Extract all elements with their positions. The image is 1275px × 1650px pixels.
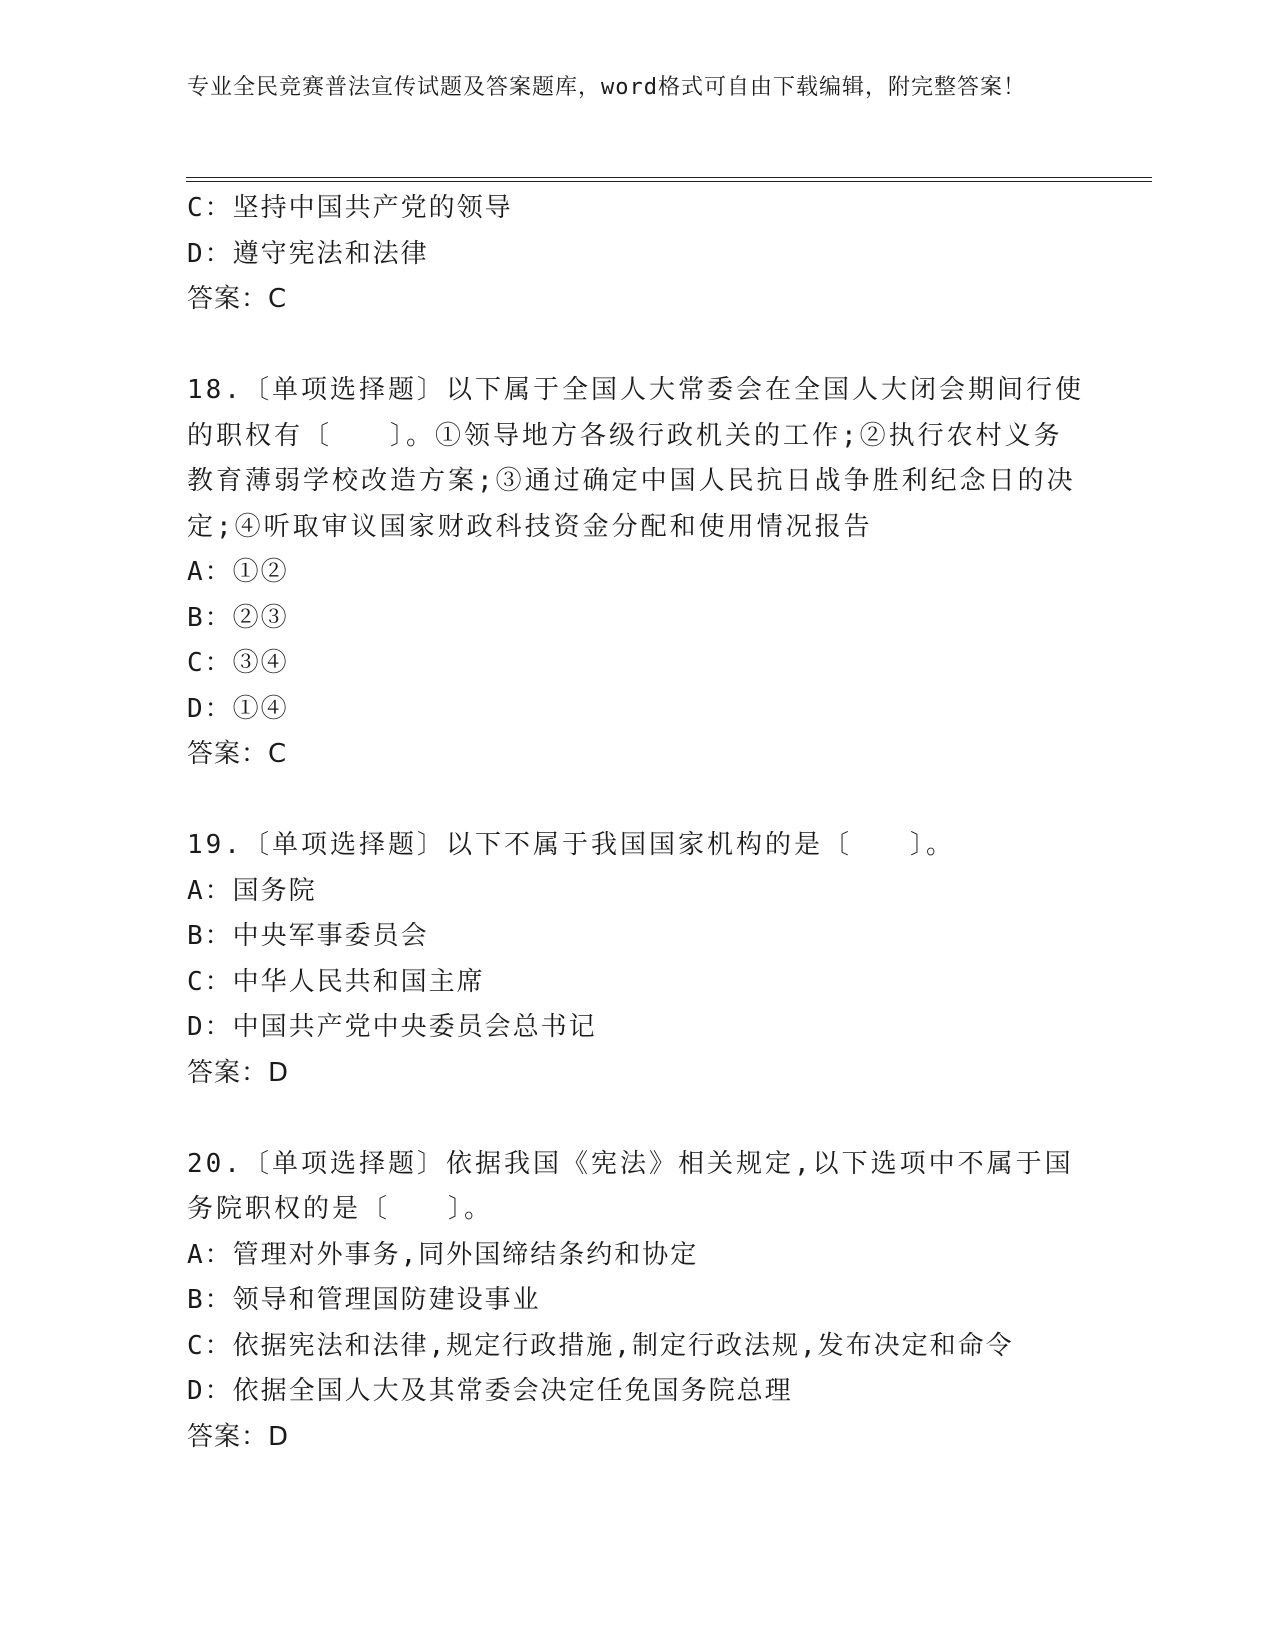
- stem-line: 务院职权的是〔 〕。: [187, 1194, 494, 1224]
- stem-line: 19.〔单项选择题〕以下不属于我国国家机构的是〔 〕。: [187, 830, 955, 860]
- header-rule-top: [186, 177, 1152, 178]
- stem-line: 教育薄弱学校改造方案;③通过确定中国人民抗日战争胜利纪念日的决: [187, 466, 1076, 496]
- answer: 答案：D: [187, 1057, 290, 1088]
- stem-line: 20.〔单项选择题〕依据我国《宪法》相关规定,以下选项中不属于国: [187, 1148, 1074, 1179]
- option-a: A：①②: [187, 557, 289, 587]
- option-d: D：中国共产党中央委员会总书记: [187, 1012, 597, 1042]
- stem-line: 定;④听取审议国家财政科技资金分配和使用情况报告: [187, 511, 873, 542]
- option-c: C：坚持中国共产党的领导: [187, 193, 513, 223]
- question-19: [187, 823, 1087, 1096]
- option-d: D：遵守宪法和法律: [187, 238, 429, 269]
- option-b: B：中央军事委员会: [187, 921, 429, 951]
- answer: 答案：D: [187, 1421, 290, 1452]
- question-18: [187, 368, 1087, 778]
- spacer: [187, 323, 1087, 369]
- spacer: [187, 778, 1087, 824]
- answer: 答案：C: [187, 739, 288, 769]
- stem-line: 的职权有〔 〕。①领导地方各级行政机关的工作;②执行农村义务: [187, 420, 1063, 451]
- question-stem: [187, 823, 1087, 869]
- option-a: A：管理对外事务,同外国缔结条约和协定: [187, 1239, 699, 1270]
- option-b: B：②③: [187, 602, 289, 633]
- option-c: C：依据宪法和法律,规定行政措施,制定行政法规,发布决定和命令: [187, 1330, 1014, 1361]
- option-d: D：依据全国人大及其常委会决定任免国务院总理: [187, 1376, 793, 1406]
- question-stem: [187, 368, 1087, 550]
- question-17-tail: [187, 186, 1087, 323]
- spacer: [187, 1096, 1087, 1142]
- question-content: [187, 186, 1087, 1460]
- option-c: C：中华人民共和国主席: [187, 966, 485, 997]
- question-20: [187, 1142, 1087, 1461]
- answer: 答案：C: [187, 284, 288, 314]
- page-header: 专业全民竞赛普法宣传试题及答案题库，word格式可自由下载编辑，附完整答案！: [187, 75, 1026, 100]
- option-d: D：①④: [187, 693, 289, 724]
- option-b: B：领导和管理国防建设事业: [187, 1285, 541, 1315]
- question-stem: [187, 1142, 1087, 1233]
- stem-line: 18.〔单项选择题〕以下属于全国人大常委会在全国人大闭会期间行使: [187, 375, 1084, 405]
- option-c: C：③④: [187, 648, 289, 678]
- header-rule-bottom: [186, 181, 1152, 182]
- option-a: A：国务院: [187, 875, 317, 906]
